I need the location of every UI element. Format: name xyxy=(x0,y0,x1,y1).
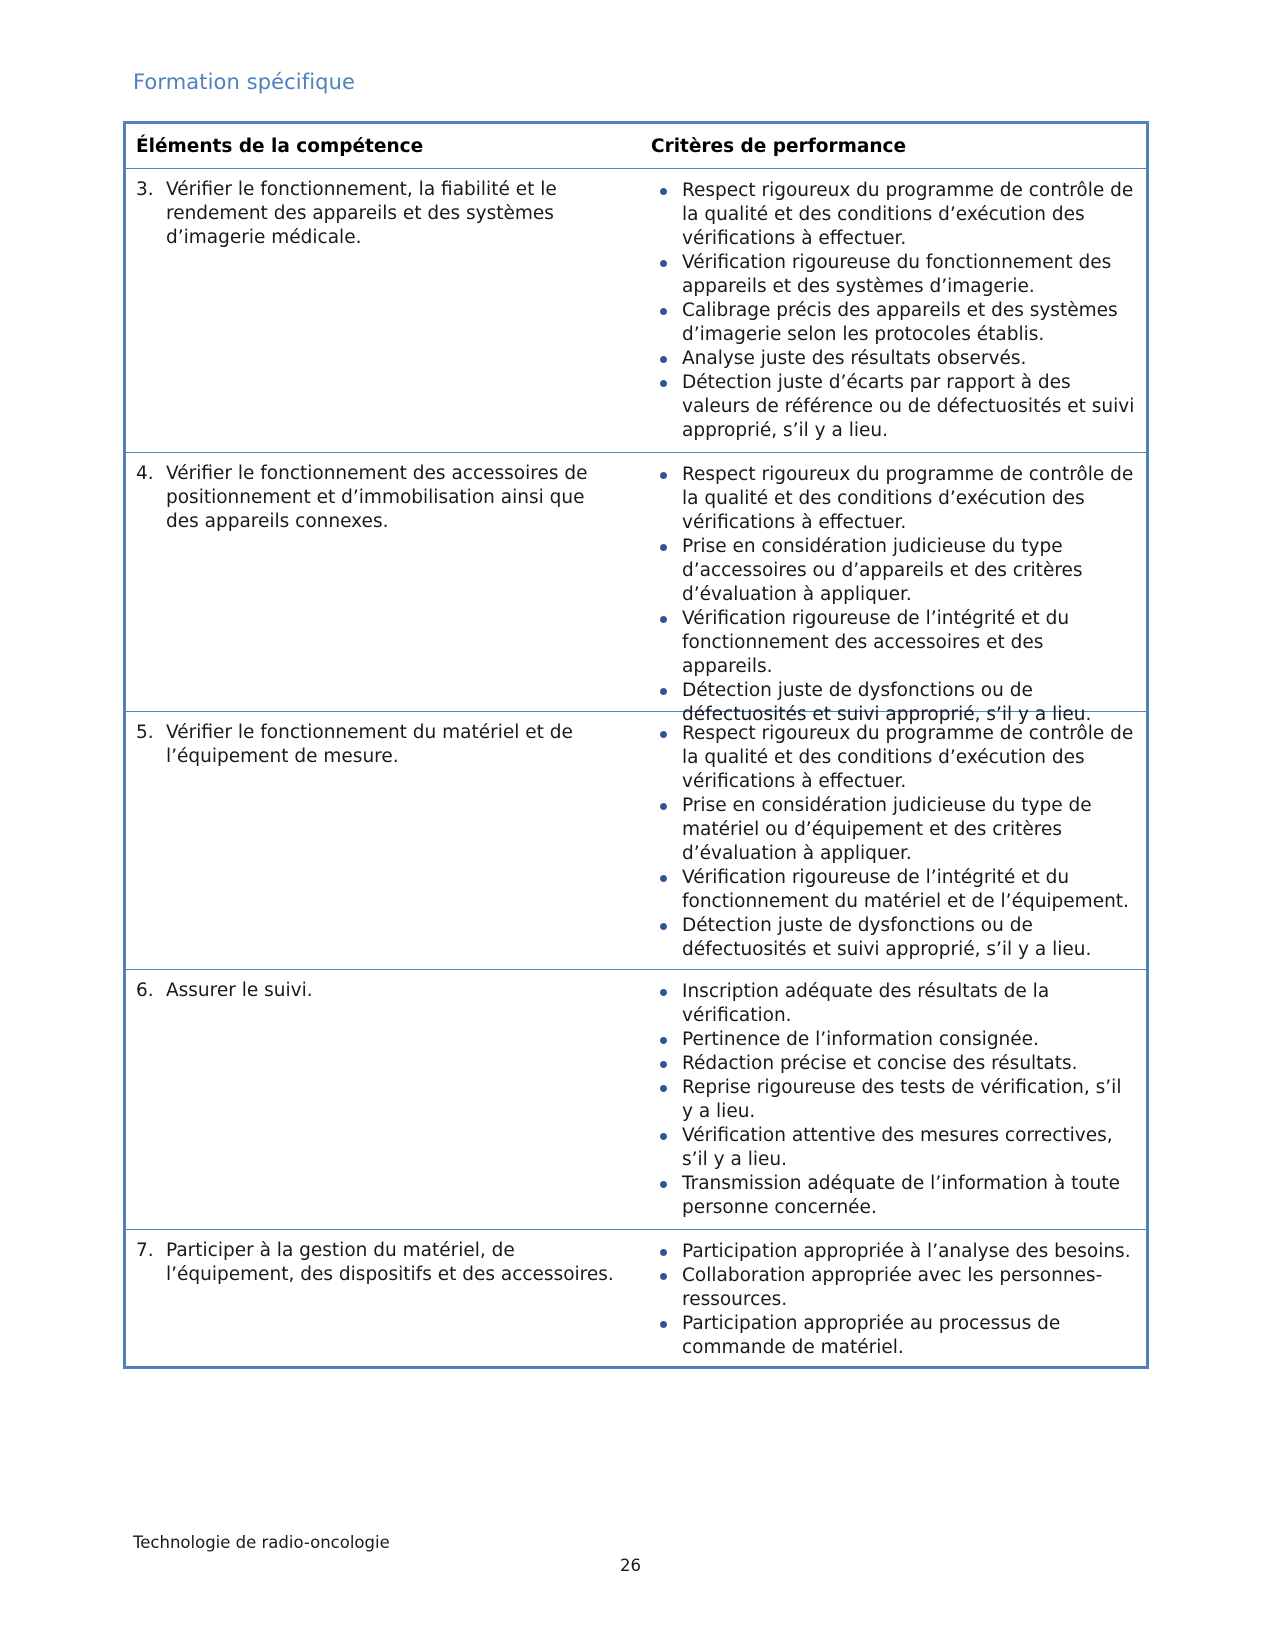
competency-table xyxy=(123,121,1149,1369)
table-row xyxy=(126,711,1146,969)
bullet-icon xyxy=(651,299,682,347)
criteria-list xyxy=(651,169,1136,449)
criteria-item: Vérification attentive des mesures correctives, s’il y a lieu. xyxy=(651,1124,1136,1172)
element-text: Vérifier le fonctionnement des accessoires de positionnement et d’immobilisation ainsi que des appareils connexes. xyxy=(166,463,588,532)
criteria-item: Prise en considération judicieuse du type d’accessoires ou d’appareils et des critères d’évaluation à appliquer. xyxy=(651,535,1136,607)
bullet-icon xyxy=(651,1312,682,1360)
element-text: Vérifier le fonctionnement, la fiabilité et le rendement des appareils et des systèmes d’imagerie médicale. xyxy=(166,179,557,248)
header-criteria: Critères de performance xyxy=(651,135,907,157)
section-title: Formation spécifique xyxy=(133,70,356,94)
criteria-list xyxy=(651,453,1136,733)
criteria-item: Calibrage précis des appareils et des systèmes d’imagerie selon les protocoles établis. xyxy=(651,299,1136,347)
competency-element xyxy=(136,453,621,534)
element-number: 5. xyxy=(136,722,154,743)
criteria-item: Participation appropriée à l’analyse des besoins. xyxy=(651,1240,1136,1264)
criteria-item: Transmission adéquate de l’information à toute personne concernée. xyxy=(651,1172,1136,1220)
criteria-item: Respect rigoureux du programme de contrôle de la qualité et des conditions d’exécution des vérifications à effectuer. xyxy=(651,722,1136,794)
bullet-icon xyxy=(651,1124,682,1172)
criteria-item: Vérification rigoureuse du fonctionnement des appareils et des systèmes d’imagerie. xyxy=(651,251,1136,299)
table-row xyxy=(126,168,1146,452)
criteria-item: Détection juste de dysfonctions ou de défectuosités et suivi approprié, s’il y a lieu. xyxy=(651,914,1136,962)
element-text: Participer à la gestion du matériel, de l’équipement, des dispositifs et des accessoires. xyxy=(166,1240,614,1285)
element-text: Assurer le suivi. xyxy=(166,980,313,1001)
bullet-icon xyxy=(651,866,682,914)
competency-element xyxy=(136,970,621,1003)
bullet-icon xyxy=(651,914,682,962)
criteria-item: Pertinence de l’information consignée. xyxy=(651,1028,1136,1052)
header-elements: Éléments de la compétence xyxy=(136,135,424,157)
bullet-icon xyxy=(651,347,682,371)
criteria-list xyxy=(651,712,1136,968)
bullet-icon xyxy=(651,722,682,794)
bullet-icon xyxy=(651,1052,682,1076)
table-row xyxy=(126,452,1146,725)
criteria-item: Participation appropriée au processus de commande de matériel. xyxy=(651,1312,1136,1360)
criteria-item: Prise en considération judicieuse du type de matériel ou d’équipement et des critères d’évaluation à appliquer. xyxy=(651,794,1136,866)
criteria-item: Respect rigoureux du programme de contrôle de la qualité et des conditions d’exécution des vérifications à effectuer. xyxy=(651,179,1136,251)
bullet-icon xyxy=(651,1264,682,1312)
table-row xyxy=(126,1229,1146,1366)
competency-element xyxy=(136,1230,621,1287)
criteria-item: Inscription adéquate des résultats de la vérification. xyxy=(651,980,1136,1028)
bullet-icon xyxy=(651,607,682,679)
bullet-icon xyxy=(651,679,682,727)
criteria-item: Analyse juste des résultats observés. xyxy=(651,347,1136,371)
criteria-item: Vérification rigoureuse de l’intégrité et du fonctionnement des accessoires et des appareils. xyxy=(651,607,1136,679)
competency-element xyxy=(136,169,621,250)
bullet-icon xyxy=(651,1240,682,1264)
bullet-icon xyxy=(651,371,682,443)
element-text: Vérifier le fonctionnement du matériel et de l’équipement de mesure. xyxy=(166,722,573,767)
criteria-list xyxy=(651,1230,1136,1366)
criteria-item: Rédaction précise et concise des résultats. xyxy=(651,1052,1136,1076)
criteria-item: Détection juste de dysfonctions ou de défectuosités et suivi approprié, s’il y a lieu. xyxy=(651,679,1136,727)
bullet-icon xyxy=(651,463,682,535)
bullet-icon xyxy=(651,179,682,251)
competency-element xyxy=(136,712,621,769)
criteria-item: Vérification rigoureuse de l’intégrité et du fonctionnement du matériel et de l’équipement. xyxy=(651,866,1136,914)
bullet-icon xyxy=(651,1172,682,1220)
criteria-item: Collaboration appropriée avec les personnes-ressources. xyxy=(651,1264,1136,1312)
table-header-row xyxy=(126,124,1146,168)
element-number: 3. xyxy=(136,179,154,200)
bullet-icon xyxy=(651,1076,682,1124)
page-number: 26 xyxy=(620,1556,641,1575)
footer-program-title: Technologie de radio-oncologie xyxy=(133,1533,390,1552)
bullet-icon xyxy=(651,535,682,607)
bullet-icon xyxy=(651,794,682,866)
element-number: 6. xyxy=(136,980,154,1001)
criteria-list xyxy=(651,970,1136,1226)
criteria-item: Détection juste d’écarts par rapport à des valeurs de référence ou de défectuosités et suivi approprié, s’il y a lieu. xyxy=(651,371,1136,443)
bullet-icon xyxy=(651,980,682,1028)
bullet-icon xyxy=(651,251,682,299)
element-number: 7. xyxy=(136,1240,154,1261)
table-row xyxy=(126,969,1146,1229)
criteria-item: Respect rigoureux du programme de contrôle de la qualité et des conditions d’exécution des vérifications à effectuer. xyxy=(651,463,1136,535)
element-number: 4. xyxy=(136,463,154,484)
criteria-item: Reprise rigoureuse des tests de vérification, s’il y a lieu. xyxy=(651,1076,1136,1124)
bullet-icon xyxy=(651,1028,682,1052)
